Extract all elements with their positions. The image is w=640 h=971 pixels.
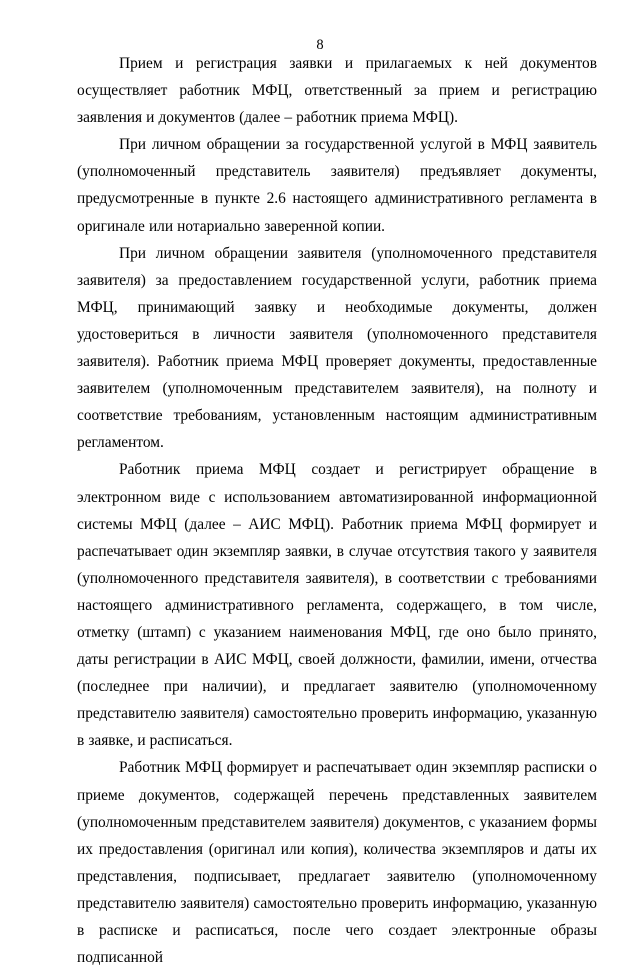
paragraph-identity-verification: При личном обращении заявителя (уполномоченного представителя заявителя) за предоставлением государственной услуги, работник приема МФЦ, принимающий заявку и необходимые документы, должен удостовериться в личности заявителя (уполномоченного представителя заявителя). Работник приема МФЦ проверяет документы, предоставленные заявителем (уполномоченным представителем заявителя), на полноту и соответствие требованиям, установленным настоящим административным регламентом. <box>77 244 597 452</box>
page-number: 8 <box>316 37 324 53</box>
document-body <box>77 50 597 971</box>
paragraph-electronic-registration: Работник приема МФЦ создает и регистрирует обращение в электронном виде с использованием автоматизированной информационной системы МФЦ (далее – АИС МФЦ). Работник приема МФЦ формирует и распечатывает один экземпляр заявки, в случае отсутствия такого у заявителя (уполномоченного представителя заявителя), в соответствии с требованиями настоящего административного регламента, содержащего, в том числе, отметку (штамп) с указанием наименования МФЦ, где оно было принято, даты регистрации в АИС МФЦ, своей должности, фамилии, имени, отчества (последнее при наличии), и предлагает заявителю (уполномоченному представителю заявителя) самостоятельно проверить информацию, указанную в заявке, и расписаться. <box>77 461 597 750</box>
paragraph-reception-registration: Прием и регистрация заявки и прилагаемых к ней документов осуществляет работник МФЦ, ответственный за прием и регистрацию заявления и документов (далее – работник приема МФЦ). <box>77 55 597 127</box>
paragraph-receipt-formation: Работник МФЦ формирует и распечатывает один экземпляр расписки о приеме документов, содержащей перечень представленных заявителем (уполномоченным представителем заявителя) документов, с указанием формы их предоставления (оригинал или копия), количества экземпляров и даты их представления, подписывает, предлагает заявителю (уполномоченному представителю заявителя) самостоятельно проверить информацию, указанную в расписке и расписаться, после чего создает электронные образы подписанной <box>77 759 597 967</box>
paragraph-personal-appeal-documents: При личном обращении за государственной услугой в МФЦ заявитель (уполномоченный представитель заявителя) предъявляет документы, предусмотренные в пункте 2.6 настоящего административного регламента в оригинале или нотариально заверенной копии. <box>77 136 597 235</box>
